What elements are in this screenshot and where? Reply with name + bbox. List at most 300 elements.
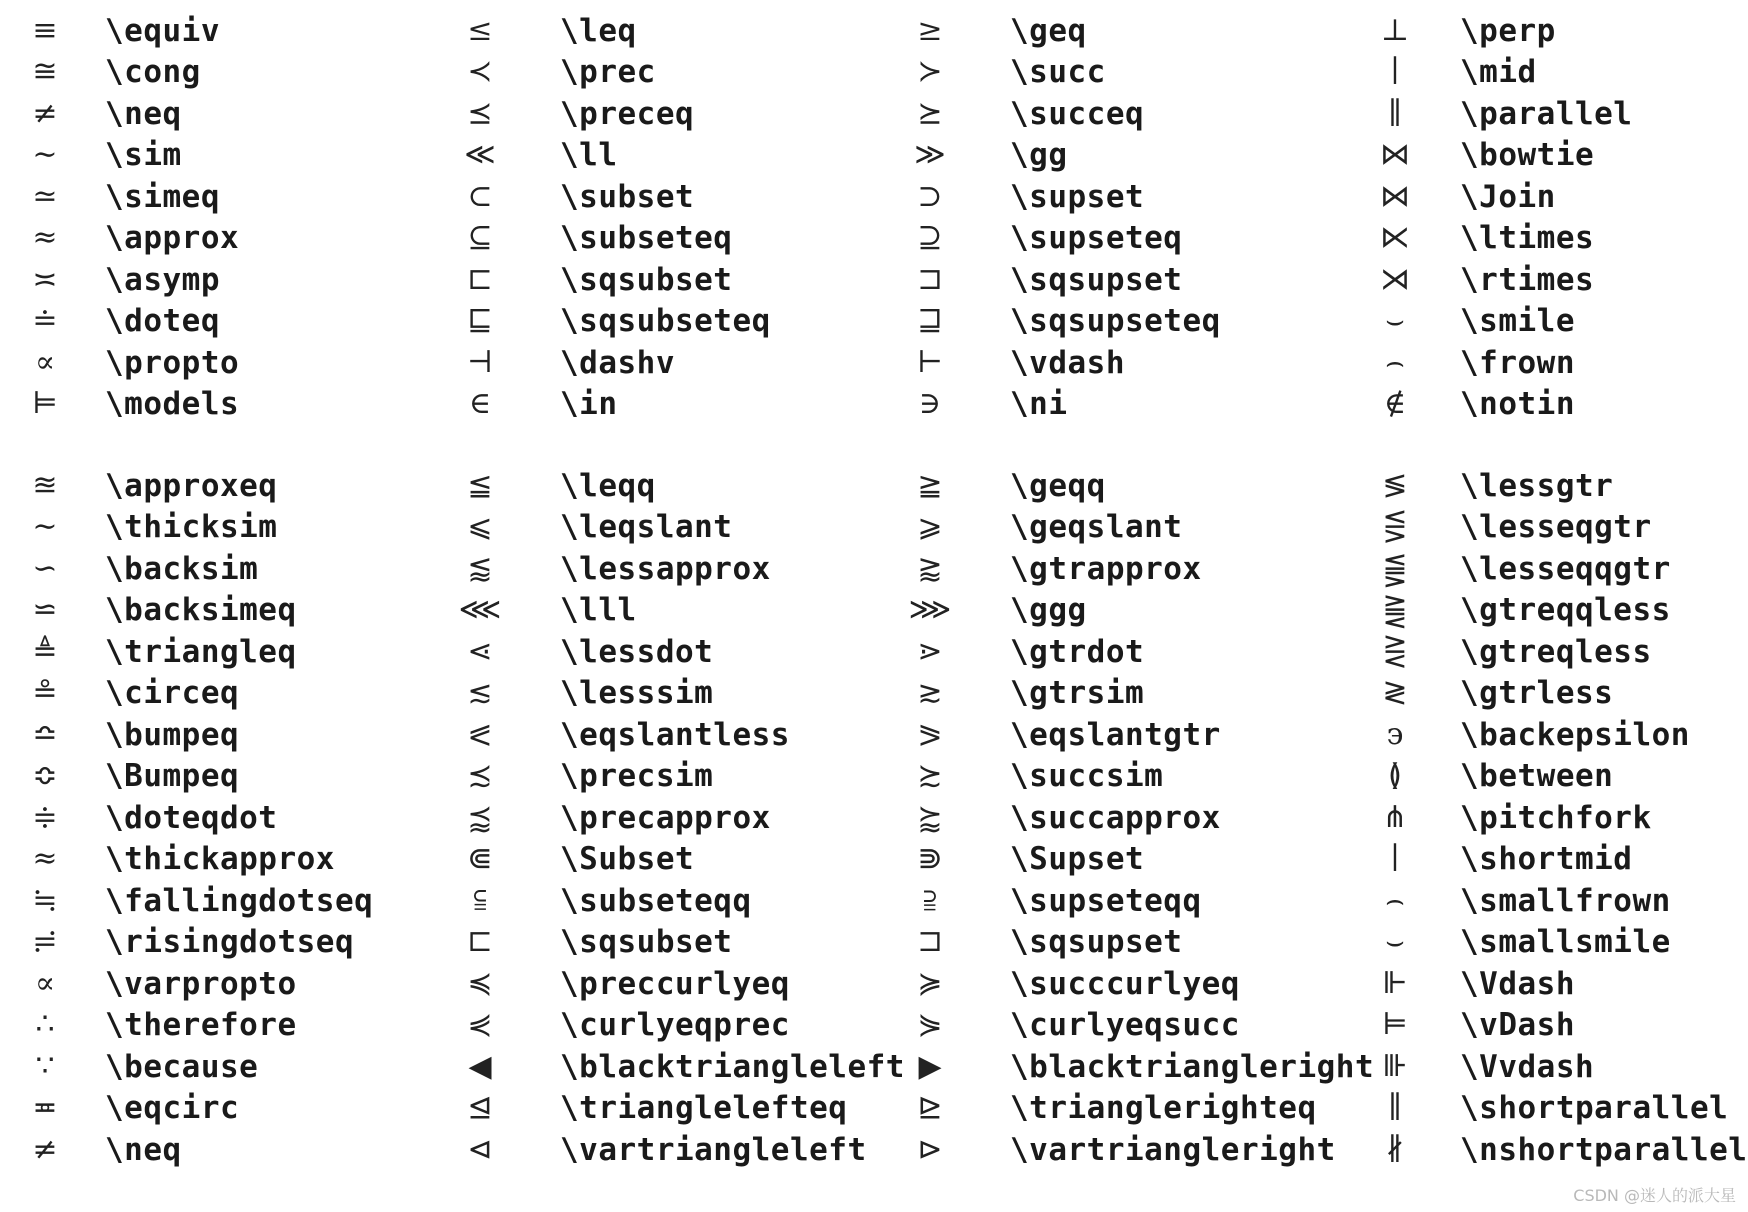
math-symbol-glyph: ⊩ xyxy=(1382,965,1408,1001)
symbol-row xyxy=(1370,465,1748,507)
latex-command: \curlyeqsucc xyxy=(1010,1007,1240,1044)
latex-command: \because xyxy=(105,1048,259,1085)
symbol-row xyxy=(1370,880,1748,922)
math-symbol-glyph: ≃ xyxy=(32,178,58,214)
math-symbol-glyph: ≾ xyxy=(467,758,493,794)
math-symbol-glyph: ⌣ xyxy=(1385,303,1405,339)
latex-command: \subseteq xyxy=(560,220,733,257)
symbol-row xyxy=(20,880,460,922)
symbol-row xyxy=(1370,176,1748,218)
symbol-row xyxy=(20,52,460,94)
math-symbol-glyph: ≎ xyxy=(32,758,58,794)
symbol-row xyxy=(20,176,460,218)
latex-command: \sqsubset xyxy=(560,261,733,298)
latex-command: \preccurlyeq xyxy=(560,965,790,1002)
math-symbol-glyph: ≪ xyxy=(464,137,496,173)
latex-command: \vartriangleright xyxy=(1010,1131,1336,1168)
section-divider xyxy=(905,425,1345,465)
latex-command: \ni xyxy=(1010,386,1068,423)
math-symbol-glyph: ⋙ xyxy=(908,592,952,628)
math-symbol-glyph: ⪯ xyxy=(467,95,493,131)
latex-command: \supseteqq xyxy=(1010,882,1202,919)
latex-command: \Supset xyxy=(1010,841,1145,878)
symbol-row xyxy=(1370,384,1748,426)
symbol-row xyxy=(905,714,1345,756)
symbol-row xyxy=(905,176,1345,218)
symbol-row xyxy=(455,756,895,798)
latex-command: \leqslant xyxy=(560,509,733,546)
latex-command: \smile xyxy=(1460,303,1575,340)
latex-command: \approxeq xyxy=(105,467,278,504)
section-divider xyxy=(1370,425,1748,465)
latex-command: \Join xyxy=(1460,178,1556,215)
math-symbol-glyph: ⋍ xyxy=(32,592,58,628)
symbol-row xyxy=(455,1129,895,1171)
math-symbol-glyph: ≈ xyxy=(32,841,58,877)
math-symbol-glyph: ⪅ xyxy=(467,550,493,586)
symbol-row xyxy=(1370,10,1748,52)
symbol-row xyxy=(20,1088,460,1130)
math-symbol-glyph: ∵ xyxy=(35,1048,55,1084)
math-symbol-glyph: ≊ xyxy=(32,467,58,503)
math-symbol-glyph: ≤ xyxy=(467,12,493,48)
symbol-row xyxy=(905,52,1345,94)
symbol-row xyxy=(455,673,895,715)
math-symbol-glyph: ⋞ xyxy=(467,1007,493,1043)
math-symbol-glyph: ≻ xyxy=(917,54,943,90)
symbol-row xyxy=(905,880,1345,922)
symbol-row xyxy=(905,797,1345,839)
math-symbol-glyph: ≜ xyxy=(32,633,58,669)
math-symbol-glyph: ∝ xyxy=(34,965,56,1001)
symbol-row xyxy=(20,465,460,507)
latex-command: \leqq xyxy=(560,467,656,504)
latex-command: \triangleq xyxy=(105,633,297,670)
symbol-row xyxy=(20,384,460,426)
latex-command: \rtimes xyxy=(1460,261,1595,298)
symbol-row xyxy=(20,301,460,343)
math-symbol-glyph: ⫅ xyxy=(473,882,487,918)
math-symbol-glyph: ≧ xyxy=(917,467,943,503)
latex-command: \ll xyxy=(560,137,618,174)
math-symbol-glyph: ⊇ xyxy=(917,220,943,256)
latex-command: \notin xyxy=(1460,386,1575,423)
math-symbol-glyph: ⊳ xyxy=(917,1131,943,1167)
symbol-row xyxy=(20,342,460,384)
symbol-row xyxy=(1370,1046,1748,1088)
latex-command: \smallfrown xyxy=(1460,882,1671,919)
symbol-row xyxy=(455,176,895,218)
symbol-row xyxy=(20,756,460,798)
symbol-row xyxy=(1370,714,1748,756)
latex-command: \gtrdot xyxy=(1010,633,1145,670)
latex-command: \risingdotseq xyxy=(105,924,355,961)
latex-command: \lessdot xyxy=(560,633,714,670)
latex-command: \doteqdot xyxy=(105,799,278,836)
symbol-row xyxy=(1370,301,1748,343)
latex-command: \geqslant xyxy=(1010,509,1183,546)
math-symbol-glyph: ▶ xyxy=(918,1048,942,1084)
symbol-row xyxy=(1370,52,1748,94)
math-symbol-glyph: ⊂ xyxy=(467,178,493,214)
math-symbol-glyph: ⪷ xyxy=(467,799,493,835)
latex-command: \sqsupset xyxy=(1010,261,1183,298)
symbol-row xyxy=(905,10,1345,52)
symbol-row xyxy=(1370,507,1748,549)
math-symbol-glyph: ϶ xyxy=(1386,716,1404,752)
math-symbol-glyph: ≐ xyxy=(32,303,58,339)
symbol-row xyxy=(20,839,460,881)
symbol-row xyxy=(905,756,1345,798)
math-symbol-glyph: ≒ xyxy=(32,882,58,918)
math-symbol-glyph: ∣ xyxy=(1390,54,1400,90)
math-symbol-glyph: ⊏ xyxy=(467,261,493,297)
math-symbol-glyph: ≅ xyxy=(32,54,58,90)
symbol-row xyxy=(905,590,1345,632)
latex-command: \lessgtr xyxy=(1460,467,1614,504)
math-symbol-glyph: ≬ xyxy=(1388,758,1402,794)
symbol-row xyxy=(455,1005,895,1047)
latex-command: \shortparallel xyxy=(1460,1090,1729,1127)
latex-command: \lessapprox xyxy=(560,550,771,587)
watermark: CSDN @迷人的派大星 xyxy=(1573,1186,1736,1205)
math-symbol-glyph: ⋔ xyxy=(1382,799,1408,835)
symbol-row xyxy=(905,218,1345,260)
symbol-row xyxy=(1370,93,1748,135)
symbol-row xyxy=(20,1005,460,1047)
math-symbol-glyph: ⋟ xyxy=(917,1007,943,1043)
latex-command: \sim xyxy=(105,137,182,174)
symbol-row xyxy=(455,839,895,881)
latex-command: \smallsmile xyxy=(1460,924,1671,961)
math-symbol-glyph: ⊐ xyxy=(917,261,943,297)
symbol-row xyxy=(20,1046,460,1088)
symbol-row xyxy=(455,797,895,839)
symbol-row xyxy=(1370,135,1748,177)
math-symbol-glyph: ⌣ xyxy=(1385,924,1405,960)
symbol-row xyxy=(455,714,895,756)
latex-command: \succcurlyeq xyxy=(1010,965,1240,1002)
math-symbol-glyph: ≠ xyxy=(32,95,58,131)
symbol-row xyxy=(905,839,1345,881)
latex-command: \frown xyxy=(1460,344,1575,381)
latex-command: \succsim xyxy=(1010,758,1164,795)
symbol-row xyxy=(1370,963,1748,1005)
symbol-row xyxy=(20,259,460,301)
latex-command: \fallingdotseq xyxy=(105,882,374,919)
math-symbol-glyph: ∉ xyxy=(1383,386,1407,422)
math-symbol-glyph: ⩾ xyxy=(917,509,943,545)
math-symbol-glyph: ≲ xyxy=(467,675,493,711)
latex-command: \gg xyxy=(1010,137,1068,174)
symbol-row xyxy=(1370,673,1748,715)
latex-command: \propto xyxy=(105,344,240,381)
symbol-row xyxy=(455,963,895,1005)
math-symbol-glyph: ∥ xyxy=(1388,1090,1402,1126)
math-symbol-glyph: ⊨ xyxy=(32,386,58,422)
math-symbol-glyph: ⋊ xyxy=(1380,261,1410,297)
latex-command: \cong xyxy=(105,54,201,91)
symbol-row xyxy=(20,1129,460,1171)
symbol-row xyxy=(455,1046,905,1088)
latex-command: \in xyxy=(560,386,618,423)
latex-command: \backsim xyxy=(105,550,259,587)
symbol-row xyxy=(455,301,895,343)
latex-command: \approx xyxy=(105,220,240,257)
latex-command: \gtrless xyxy=(1460,675,1614,712)
symbol-row xyxy=(20,590,460,632)
symbol-column-1 xyxy=(20,10,460,1171)
math-symbol-glyph: ⋗ xyxy=(917,633,943,669)
symbol-row xyxy=(905,548,1345,590)
symbol-row xyxy=(905,384,1345,426)
symbol-row xyxy=(905,93,1345,135)
math-symbol-glyph: ≡ xyxy=(32,12,58,48)
math-symbol-glyph: ⋖ xyxy=(467,633,493,669)
symbol-row xyxy=(905,922,1345,964)
symbol-row xyxy=(905,465,1345,507)
latex-command: \precsim xyxy=(560,758,714,795)
symbol-row xyxy=(905,963,1345,1005)
latex-command: \simeq xyxy=(105,178,220,215)
symbol-row xyxy=(455,922,895,964)
math-symbol-glyph: ⋚ xyxy=(1382,509,1408,545)
symbol-row xyxy=(455,259,895,301)
symbol-row xyxy=(455,590,895,632)
latex-command: \gtreqqless xyxy=(1460,592,1671,629)
math-symbol-glyph: ≍ xyxy=(32,261,58,297)
math-symbol-glyph: ⪌ xyxy=(1382,592,1408,628)
math-symbol-glyph: ≳ xyxy=(917,675,943,711)
latex-command: \nshortparallel xyxy=(1460,1131,1748,1168)
symbol-row xyxy=(1370,631,1748,673)
math-symbol-glyph: ≽ xyxy=(917,965,943,1001)
symbol-row xyxy=(905,259,1345,301)
symbol-row xyxy=(905,507,1345,549)
symbol-row xyxy=(905,1005,1345,1047)
math-symbol-glyph: ⊣ xyxy=(467,344,493,380)
latex-command: \Subset xyxy=(560,841,695,878)
latex-command: \subseteqq xyxy=(560,882,752,919)
math-symbol-glyph: ⪆ xyxy=(917,550,943,586)
symbol-row xyxy=(1370,259,1748,301)
latex-command: \eqslantgtr xyxy=(1010,716,1221,753)
math-symbol-glyph: ◀ xyxy=(468,1048,492,1084)
latex-command: \gtrsim xyxy=(1010,675,1145,712)
math-symbol-glyph: ⊵ xyxy=(917,1090,943,1126)
symbol-row xyxy=(20,714,460,756)
latex-command: \mid xyxy=(1460,54,1537,91)
math-symbol-glyph: ⊏ xyxy=(467,924,493,960)
latex-command: \lll xyxy=(560,592,637,629)
math-symbol-glyph: ⪕ xyxy=(467,716,493,752)
symbol-row xyxy=(1370,797,1748,839)
latex-command: \sqsupset xyxy=(1010,924,1183,961)
math-symbol-glyph: ∼ xyxy=(32,137,58,173)
math-symbol-glyph: ⊑ xyxy=(467,303,493,339)
latex-command: \vdash xyxy=(1010,344,1125,381)
math-symbol-glyph: ≗ xyxy=(32,675,58,711)
latex-command: \backsimeq xyxy=(105,592,297,629)
symbol-row xyxy=(20,631,460,673)
latex-command: \shortmid xyxy=(1460,841,1633,878)
symbol-row xyxy=(905,631,1345,673)
symbol-column-2 xyxy=(455,10,905,1171)
latex-command: \vDash xyxy=(1460,1007,1575,1044)
latex-command: \between xyxy=(1460,758,1614,795)
symbol-row xyxy=(455,52,895,94)
symbol-row xyxy=(455,384,895,426)
symbol-row xyxy=(1370,1129,1748,1171)
math-symbol-glyph: ⊆ xyxy=(467,220,493,256)
math-symbol-glyph: ⋑ xyxy=(917,841,943,877)
latex-command: \lesseqgtr xyxy=(1460,509,1652,546)
math-symbol-glyph: ≖ xyxy=(32,1090,58,1126)
math-symbol-glyph: ∴ xyxy=(35,1007,55,1043)
math-symbol-glyph: ⩽ xyxy=(467,509,493,545)
latex-command: \supseteq xyxy=(1010,220,1183,257)
math-symbol-glyph: ⊪ xyxy=(1382,1048,1408,1084)
latex-command: \parallel xyxy=(1460,95,1633,132)
math-symbol-glyph: ≏ xyxy=(32,716,58,752)
symbol-row xyxy=(1370,590,1748,632)
math-symbol-glyph: ≦ xyxy=(467,467,493,503)
latex-command: \Bumpeq xyxy=(105,758,240,795)
latex-command: \varpropto xyxy=(105,965,297,1002)
latex-command: \succ xyxy=(1010,54,1106,91)
latex-command: \bumpeq xyxy=(105,716,240,753)
symbol-row xyxy=(20,548,460,590)
latex-command: \lesssim xyxy=(560,675,714,712)
math-symbol-glyph: ⊴ xyxy=(467,1090,493,1126)
math-symbol-glyph: ≑ xyxy=(32,799,58,835)
math-symbol-glyph: ⋈ xyxy=(1380,137,1410,173)
symbol-row xyxy=(455,135,895,177)
latex-command: \ltimes xyxy=(1460,220,1595,257)
math-symbol-glyph: ⌢ xyxy=(1385,344,1405,380)
latex-command: \curlyeqprec xyxy=(560,1007,790,1044)
math-symbol-glyph: ⪰ xyxy=(917,95,943,131)
latex-command: \neq xyxy=(105,95,182,132)
latex-command: \pitchfork xyxy=(1460,799,1652,836)
symbol-row xyxy=(455,548,895,590)
symbol-row xyxy=(1370,839,1748,881)
symbol-row xyxy=(455,342,895,384)
latex-command: \blacktriangleright xyxy=(1010,1048,1375,1085)
math-symbol-glyph: ∦ xyxy=(1385,1131,1405,1167)
symbol-row xyxy=(20,93,460,135)
latex-command: \sqsupseteq xyxy=(1010,303,1221,340)
latex-command: \models xyxy=(105,386,240,423)
latex-command: \preceq xyxy=(560,95,695,132)
math-symbol-glyph: ⊲ xyxy=(467,1131,493,1167)
symbol-row xyxy=(1370,548,1748,590)
math-symbol-glyph: ≠ xyxy=(32,1131,58,1167)
latex-command: \Vvdash xyxy=(1460,1048,1595,1085)
symbol-row xyxy=(1370,1088,1748,1130)
latex-command: \leq xyxy=(560,12,637,49)
latex-command: \bowtie xyxy=(1460,137,1595,174)
latex-command: \dashv xyxy=(560,344,675,381)
symbol-row xyxy=(905,342,1345,384)
section-divider xyxy=(455,425,895,465)
latex-command: \prec xyxy=(560,54,656,91)
latex-command: \gtrapprox xyxy=(1010,550,1202,587)
math-symbol-glyph: ≫ xyxy=(914,137,946,173)
symbol-row xyxy=(20,963,460,1005)
latex-command: \equiv xyxy=(105,12,220,49)
symbol-row xyxy=(20,673,460,715)
math-symbol-glyph: ⋉ xyxy=(1380,220,1410,256)
symbol-row xyxy=(905,1129,1345,1171)
symbol-row xyxy=(455,10,895,52)
symbol-column-4 xyxy=(1370,10,1748,1171)
latex-command: \sqsubseteq xyxy=(560,303,771,340)
symbol-row xyxy=(1370,922,1748,964)
math-symbol-glyph: ⊨ xyxy=(1382,1007,1408,1043)
symbol-row xyxy=(20,922,460,964)
symbol-row xyxy=(20,10,460,52)
math-symbol-glyph: ∈ xyxy=(468,386,492,422)
latex-command: \asymp xyxy=(105,261,220,298)
latex-command: \succeq xyxy=(1010,95,1145,132)
symbol-row xyxy=(905,135,1345,177)
symbol-row xyxy=(455,465,895,507)
math-symbol-glyph: ∣ xyxy=(1390,841,1400,877)
latex-command: \backepsilon xyxy=(1460,716,1690,753)
latex-command: \trianglelefteq xyxy=(560,1090,848,1127)
latex-command: \geqq xyxy=(1010,467,1106,504)
math-symbol-glyph: ⪋ xyxy=(1382,550,1408,586)
symbol-row xyxy=(455,880,895,922)
math-symbol-glyph: ⋐ xyxy=(467,841,493,877)
latex-command: \thickapprox xyxy=(105,841,335,878)
math-symbol-glyph: ∝ xyxy=(34,344,56,380)
math-symbol-glyph: ⋈ xyxy=(1380,178,1410,214)
latex-command: \precapprox xyxy=(560,799,771,836)
math-symbol-glyph: ⊐ xyxy=(917,924,943,960)
latex-command: \sqsubset xyxy=(560,924,733,961)
symbol-row xyxy=(455,631,895,673)
symbol-row xyxy=(905,1046,1375,1088)
math-symbol-glyph: ∼ xyxy=(32,509,58,545)
latex-command: \neq xyxy=(105,1131,182,1168)
math-symbol-glyph: ≺ xyxy=(467,54,493,90)
symbol-row xyxy=(455,1088,895,1130)
symbol-row xyxy=(905,1088,1345,1130)
latex-command: \circeq xyxy=(105,675,240,712)
latex-command: \doteq xyxy=(105,303,220,340)
symbol-row xyxy=(455,507,895,549)
math-symbol-glyph: ⪖ xyxy=(917,716,943,752)
math-symbol-glyph: ≿ xyxy=(917,758,943,794)
math-symbol-glyph: ⊒ xyxy=(917,303,943,339)
latex-command: \therefore xyxy=(105,1007,297,1044)
latex-command: \perp xyxy=(1460,12,1556,49)
latex-command: \Vdash xyxy=(1460,965,1575,1002)
math-symbol-glyph: ≥ xyxy=(917,12,943,48)
section-divider xyxy=(20,425,460,465)
math-symbol-glyph: ⫆ xyxy=(923,882,937,918)
latex-command: \lesseqqgtr xyxy=(1460,550,1671,587)
symbol-row xyxy=(20,797,460,839)
symbol-row xyxy=(1370,218,1748,260)
math-symbol-glyph: ⊃ xyxy=(917,178,943,214)
latex-command: \blacktriangleleft xyxy=(560,1048,905,1085)
math-symbol-glyph: ≶ xyxy=(1382,467,1408,503)
math-symbol-glyph: ⊥ xyxy=(1380,12,1410,48)
latex-command: \supset xyxy=(1010,178,1145,215)
